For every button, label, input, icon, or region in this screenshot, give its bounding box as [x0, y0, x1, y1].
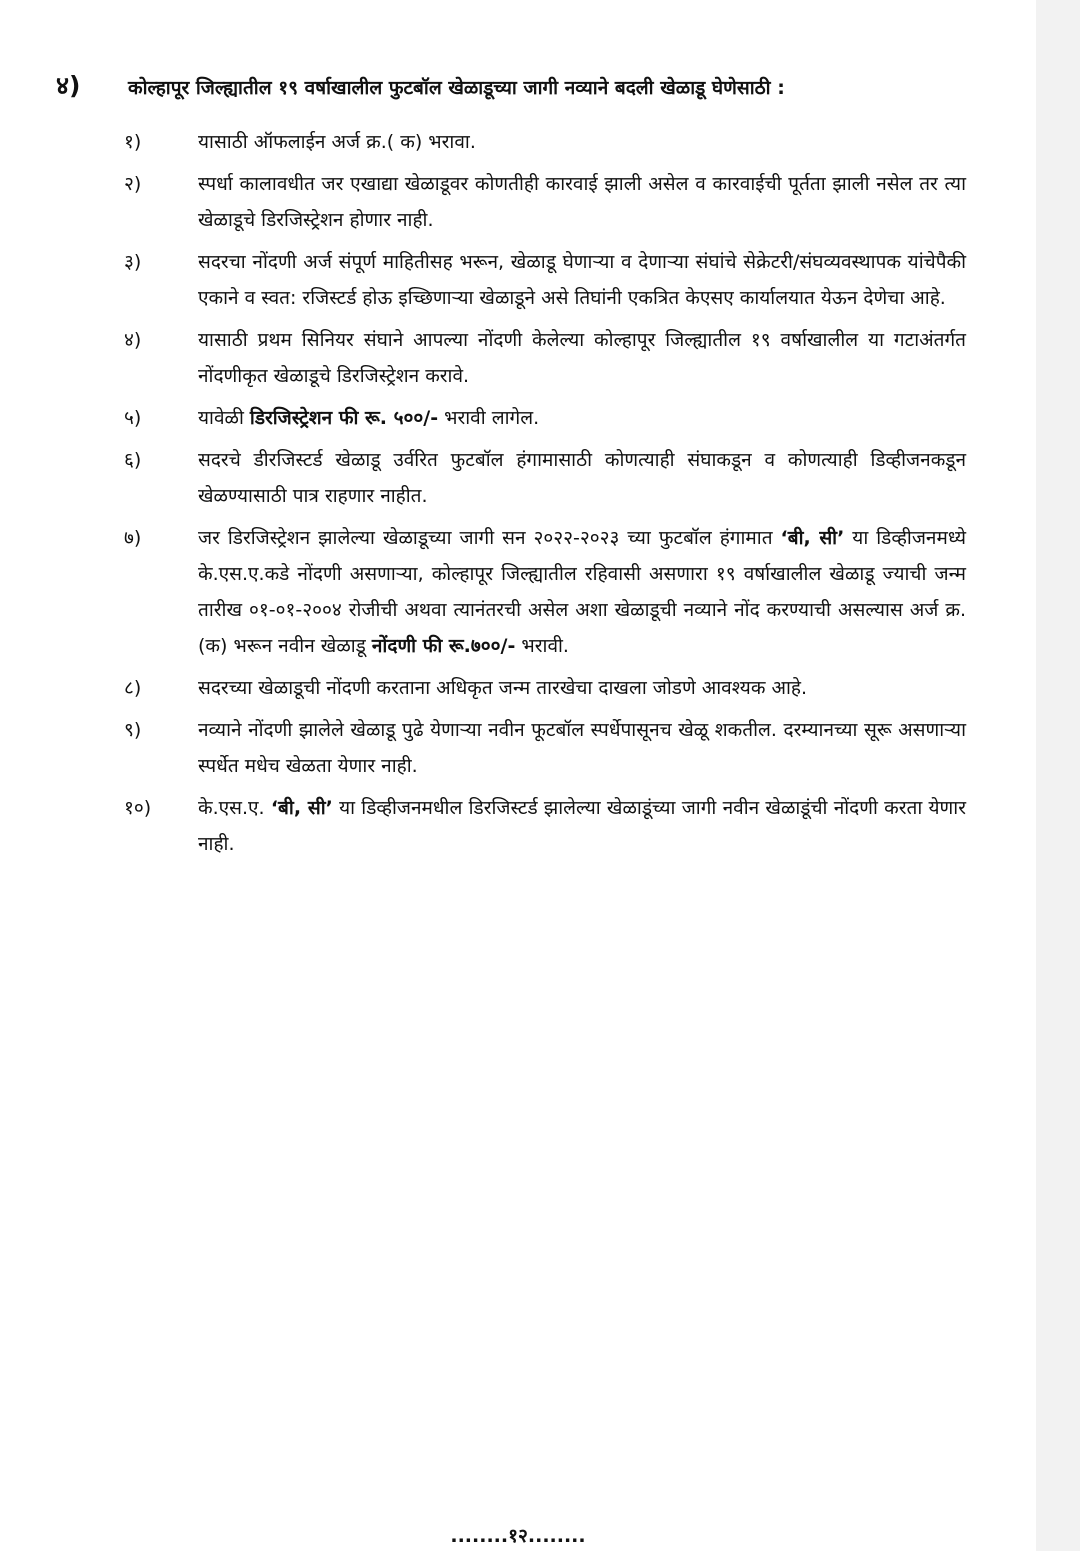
item-number: ७): [124, 527, 142, 549]
list-item: [124, 400, 966, 436]
section-number: ४): [56, 71, 81, 100]
list-item: [124, 124, 966, 160]
item-text: नव्याने नोंदणी झालेले खेळाडू पुढे येणाऱ्या नवीन फूटबॉल स्पर्धेपासूनच खेळू शकतील. दरम्यानच्या सूरू असणाऱ्या स्पर्धेत मधेच खेळता येणार नाही.: [198, 719, 966, 777]
item-text: सदरच्या खेळाडूची नोंदणी करताना अधिकृत जन्म तारखेचा दाखला जोडणे आवश्यक आहे.: [198, 677, 808, 699]
item-text: स्पर्धा कालावधीत जर एखाद्या खेळाडूवर कोणतीही कारवाई झाली असेल व कारवाईची पूर्तता झाली नसेल तर त्या खेळाडूचे डिरजिस्ट्रेशन होणार नाही.: [198, 173, 966, 231]
fee-text: नोंदणी फी रू.७००/-: [371, 635, 516, 657]
item-text: सदरचा नोंदणी अर्ज संपूर्ण माहितीसह भरून, खेळाडू घेणाऱ्या व देणाऱ्या संघांचे सेक्रेटरी/संघव्यवस्थापक यांचेपैकी एकाने व स्वत: रजिस्टर्ड होऊ इच्छिणाऱ्या खेळाडूने असे तिघांनी एकत्रित केएसए कार्यालयात येऊन देणेचा आहे.: [198, 251, 966, 309]
section-heading: [56, 68, 956, 102]
item-number: ५): [124, 407, 142, 429]
item-text: यावेळी डिरजिस्ट्रेशन फी रू. ५००/- भरावी लागेल.: [198, 407, 540, 429]
item-number: ६): [124, 449, 142, 471]
item-text: के.एस.ए. ‘बी, सी’ या डिव्हीजनमधील डिरजिस्टर्ड झालेल्या खेळाडूंच्या जागी नवीन खेळाडूंची नोंदणी करता येणार नाही.: [198, 797, 966, 855]
fee-text: डिरजिस्ट्रेशन फी रू. ५००/-: [249, 407, 439, 429]
item-text: सदरचे डीरजिस्टर्ड खेळाडू उर्वरित फुटबॉल हंगामासाठी कोणत्याही संघाकडून व कोणत्याही डिव्हीजनकडून खेळण्यासाठी पात्र राहणार नाहीत.: [198, 449, 966, 507]
page-number: ........१२........: [450, 1525, 586, 1547]
list-item: [124, 712, 966, 784]
item-number: ३): [124, 251, 142, 273]
item-text: यासाठी प्रथम सिनियर संघाने आपल्या नोंदणी केलेल्या कोल्हापूर जिल्ह्यातील १९ वर्षाखालील या गटाअंतर्गत नोंदणीकृत खेळाडूचे डिरजिस्ट्रेशन करावे.: [198, 329, 966, 387]
item-list: [124, 124, 966, 868]
item-text: जर डिरजिस्ट्रेशन झालेल्या खेळाडूच्या जागी सन २०२२-२०२३ च्या फुटबॉल हंगामात ‘बी, सी’ या डिव्हीजनमध्ये के.एस.ए.कडे नोंदणी असणाऱ्या, कोल्हापूर जिल्ह्यातील रहिवासी असणारा १९ वर्षाखालील खेळाडू ज्याची जन्म तारीख ०१-०१-२००४ रोजीची अथवा त्यानंतरची असेल अशा खेळाडूची नव्याने नोंद करण्याची असल्यास अर्ज क्र.(क) भरून नवीन खेळाडू नोंदणी फी रू.७००/- भरावी.: [198, 527, 967, 657]
item-number: ४): [124, 329, 142, 351]
division-text: ‘बी, सी’: [780, 527, 845, 549]
list-item: [124, 790, 966, 862]
division-text: ‘बी, सी’: [270, 797, 333, 819]
list-item: [124, 520, 966, 664]
list-item: [124, 442, 966, 514]
list-item: [124, 670, 966, 706]
list-item: [124, 244, 966, 316]
list-item: [124, 322, 966, 394]
item-number: ८): [124, 677, 142, 699]
item-number: १): [124, 131, 142, 153]
section-title: कोल्हापूर जिल्ह्यातील १९ वर्षाखालील फुटबॉल खेळाडूच्या जागी नव्याने बदली खेळाडू घेणेसाठी :: [128, 77, 785, 99]
item-number: २): [124, 173, 142, 195]
item-text: यासाठी ऑफलाईन अर्ज क्र.( क) भरावा.: [198, 131, 476, 153]
item-number: ९): [124, 719, 142, 741]
item-number: १०): [124, 797, 152, 819]
page-margin-strip: [1036, 0, 1080, 1551]
list-item: [124, 166, 966, 238]
